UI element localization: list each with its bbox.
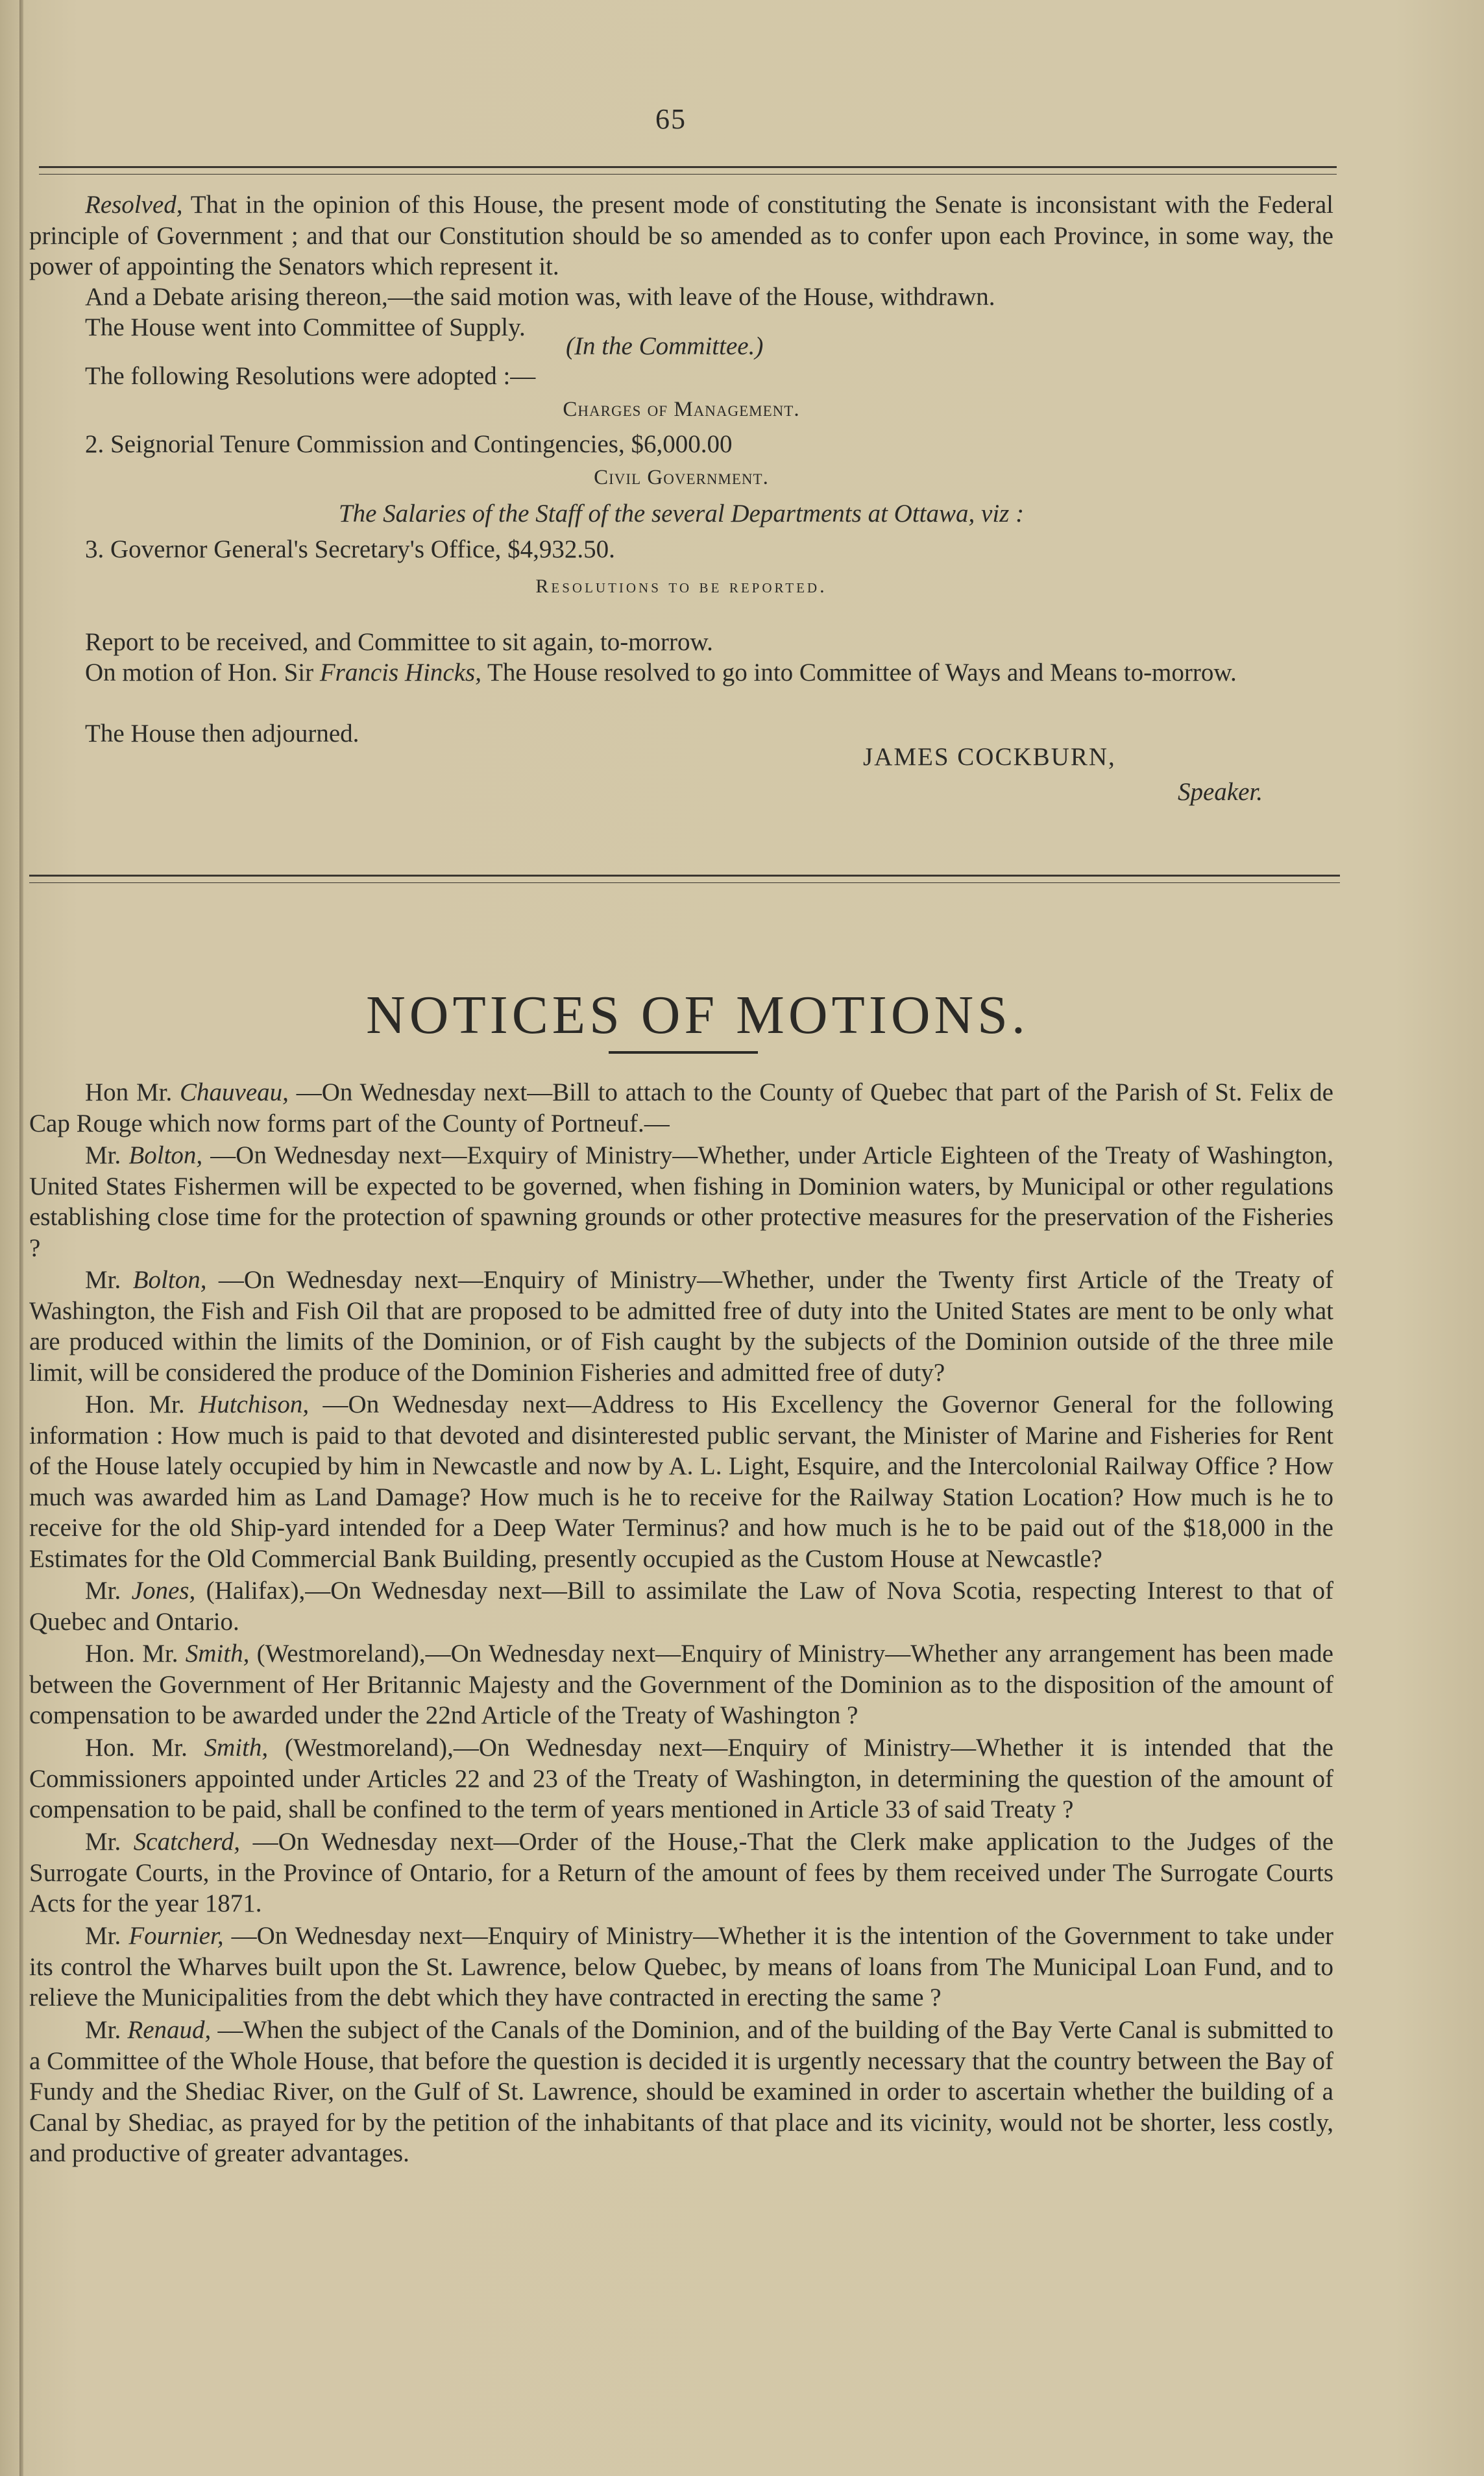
supply-line: The House went into Committee of Supply. (85, 313, 526, 341)
notice-text: (Westmoreland),—On Wednesday next—Enquiry of Ministry—Whether it is intended that the Commissioners appointed under Articles 22 and 23 of the Treaty of Washington, in determining the question of the amount of compensation to be paid, shall be confined to the term of years mentioned in Article 33 of said Treaty ? (29, 1734, 1333, 1823)
notice-text: —When the subject of the Canals of the Dominion, and of the building of the Bay Verte Canal is submitted to a Committee of the Whole House, that before the question is decided it is urgently necessary that the country between the Bay of Fundy and the Shediac River, on the Gulf of St. Lawrence, should be examined in order to ascertain whether the building of a Canal by Shediac, as prayed for by the petition of the inhabitants of that place and its vicinity, would not be shorter, less costly, and productive of greater advantages. (29, 2016, 1333, 2167)
top-rule (39, 166, 1337, 168)
notice-prefix: Mr. (85, 1266, 133, 1294)
notice-prefix: Mr. (85, 1141, 129, 1169)
notice-item (29, 1921, 1333, 2013)
notice-item (29, 1827, 1333, 1919)
signature-name: JAMES COCKBURN, (863, 743, 1116, 771)
section-rule (29, 875, 1340, 877)
notice-member-name: Scatcherd, (133, 1828, 241, 1856)
notice-text: (Halifax),—On Wednesday next—Bill to assimilate the Law of Nova Scotia, respecting Interest to that of Quebec and Ontario. (29, 1577, 1333, 1636)
notice-member-name: Bolton, (128, 1141, 203, 1169)
charges-heading: Charges of Management. (563, 398, 800, 421)
notice-prefix: Hon. Mr. (85, 1734, 204, 1762)
salaries-line: The Salaries of the Staff of the several Departments at Ottawa, viz : (338, 500, 1025, 528)
notice-member-name: Renaud, (127, 2016, 212, 2044)
motion-paragraph (29, 657, 1333, 688)
notice-member-name: Chauveau, (180, 1078, 289, 1106)
motion-post: The House resolved to go into Committee of Ways and Means to-morrow. (487, 659, 1237, 686)
civil-heading: Civil Government. (594, 466, 769, 489)
notices-title: NOTICES OF MOTIONS. (366, 985, 1029, 1046)
notice-text: —On Wednesday next—Order of the House,-That the Clerk make application to the Judges of the Surrogate Courts, in the Province of Ontario, for a Return of the amount of fees by them received under The Surrogate Courts Acts for the year 1871. (29, 1828, 1334, 1917)
motion-pre: On motion of Hon. Sir (85, 659, 314, 686)
notice-member-name: Hutchison, (199, 1390, 310, 1418)
notice-item (29, 2015, 1333, 2169)
following-line: The following Resolutions were adopted :— (85, 362, 536, 390)
notice-prefix: Mr. (85, 1828, 134, 1856)
notice-item (29, 1575, 1333, 1637)
notice-item (29, 1077, 1333, 1139)
notice-text: —On Wednesday next—Address to His Excellency the Governor General for the following information : How much is paid to that devoted and disinterested public servant, the Minister of Marine and Fisheries for Rent of the House lately occupied by him in Newcastle and now by A. L. Light, Esquire, and the Intercolonial Railway Office ? How much was awarded him as Land Damage? How much is he to receive for the Railway Station Location? How much is he to receive for the old Ship-yard intended for a Deep Water Terminus? and how much is he to be paid out of the $18,000 in the Estimates for the Old Commercial Bank Building, presently occupied as the Custom House at Newcastle? (29, 1390, 1333, 1573)
binding-gutter (19, 0, 23, 2476)
title-underline (609, 1051, 758, 1054)
notice-text: —On Wednesday next—Bill to attach to the County of Quebec that part of the Parish of St. Felix de Cap Rouge which now forms part of the County of Portneuf.— (29, 1078, 1333, 1137)
debate-line: And a Debate arising thereon,—the said motion was, with leave of the House, withdrawn. (85, 283, 995, 311)
notice-prefix: Hon Mr. (85, 1078, 180, 1106)
notice-item (29, 1389, 1333, 1574)
adjourned-line: The House then adjourned. (85, 720, 359, 747)
signature-title: Speaker. (1178, 778, 1263, 806)
notice-item (29, 1638, 1333, 1731)
notice-prefix: Mr. (85, 1577, 132, 1605)
item-3-line: 3. Governor General's Secretary's Office, $4,932.50. (85, 535, 615, 563)
page-number: 65 (655, 103, 687, 135)
notice-prefix: Mr. (85, 1922, 129, 1950)
notice-text: —On Wednesday next—Enquiry of Ministry—Whether, under the Twenty first Article of the Treaty of Washington, the Fish and Fish Oil that are proposed to be admitted free of duty into the United States are ment to be only what are produced within the limits of the Dominion, or of Fish caught by the subjects of the Dominion outside of the three mile limit, will be considered the produce of the Dominion Fisheries and admitted free of duty? (29, 1266, 1333, 1387)
resolved-lead: Resolved, (85, 191, 183, 219)
notice-item (29, 1265, 1333, 1388)
resolved-text: That in the opinion of this House, the present mode of constituting the Senate is inconsistant with the Federal principle of Government ; and that our Constitution should be so amended as to confer upon each Province, in some way, the power of appointing the Senators which represent it. (29, 191, 1334, 280)
item-2-line: 2. Seignorial Tenure Commission and Contingencies, $6,000.00 (85, 430, 733, 458)
in-committee-label: (In the Committee.) (566, 332, 764, 360)
reported-heading: Resolutions to be reported. (535, 576, 827, 597)
notice-prefix: Mr. (85, 2016, 128, 2044)
report-line: Report to be received, and Committee to sit again, to-morrow. (85, 628, 713, 656)
notice-item (29, 1732, 1333, 1825)
notice-member-name: Smith, (185, 1640, 250, 1668)
notice-prefix: Hon. Mr. (85, 1640, 186, 1668)
notice-member-name: Bolton, (132, 1266, 207, 1294)
notice-item (29, 1140, 1333, 1263)
notice-prefix: Hon. Mr. (85, 1390, 199, 1418)
notice-member-name: Fournier, (128, 1922, 224, 1950)
notice-text: —On Wednesday next—Enquiry of Ministry—Whether it is the intention of the Government to take under its control the Wharves built upon the St. Lawrence, below Quebec, by means of loans from The Municipal Loan Fund, and to relieve the Municipalities from the debt which they have contracted in erecting the same ? (29, 1922, 1334, 2011)
notice-text: —On Wednesday next—Exquiry of Ministry—Whether, under Article Eighteen of the Treaty of Washington, United States Fishermen will be expected to be governed, when fishing in Dominion waters, by Municipal or other regulations establishing close time for the protection of spawning grounds or other protective measures for the preservation of the Fisheries ? (29, 1141, 1334, 1262)
notice-text: (Westmoreland),—On Wednesday next—Enquiry of Ministry—Whether any arrangement has been made between the Government of Her Britannic Majesty and the Government of the Dominion as to the disposition of the amount of compensation to be awarded under the 22nd Article of the Treaty of Washington ? (29, 1640, 1333, 1729)
notice-member-name: Smith, (204, 1734, 269, 1762)
notice-member-name: Jones, (131, 1577, 196, 1605)
motion-name: Francis Hincks, (319, 659, 481, 686)
resolved-paragraph (29, 189, 1333, 282)
